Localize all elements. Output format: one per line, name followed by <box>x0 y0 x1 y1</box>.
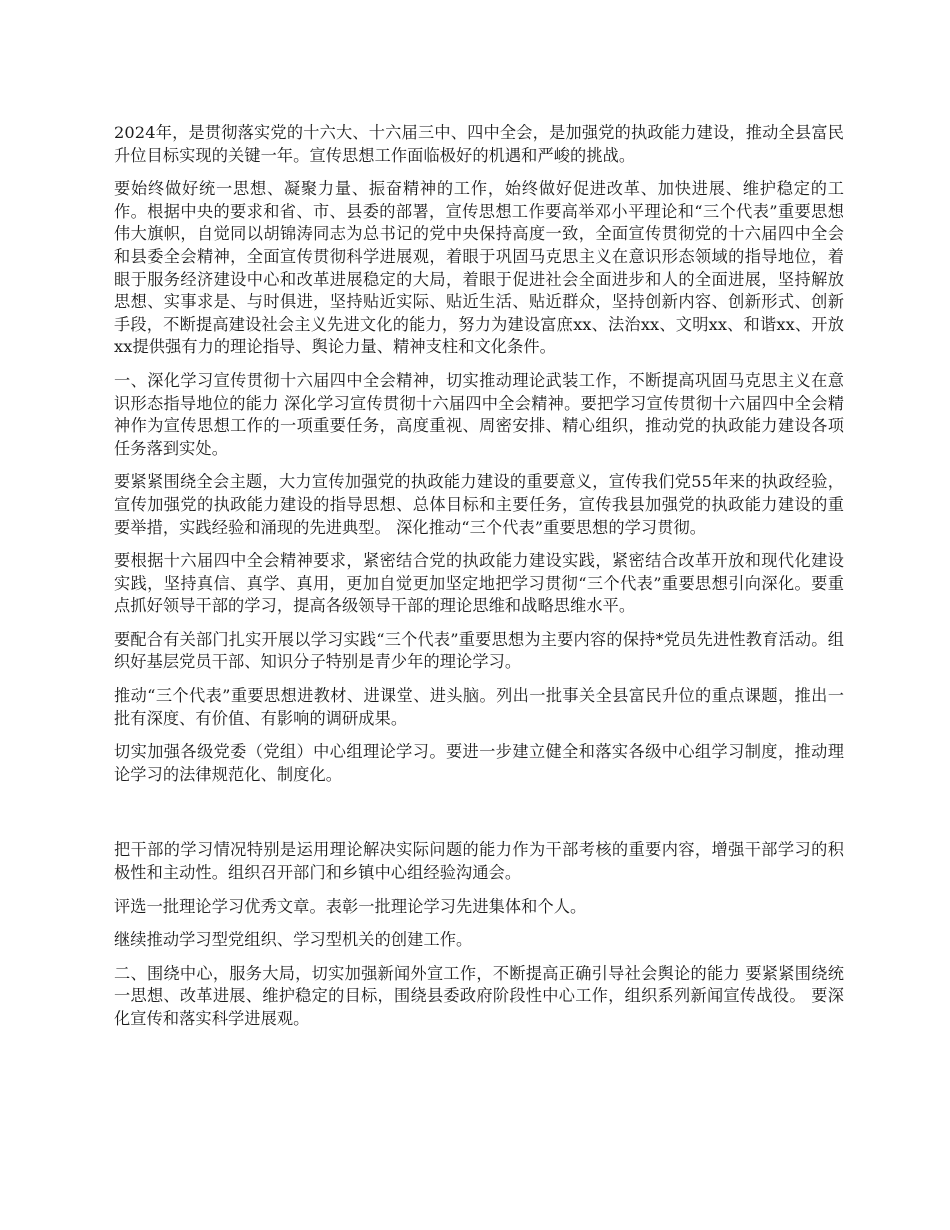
paragraph-learning-organizations: 继续推动学习型党组织、学习型机关的创建工作。 <box>114 930 473 950</box>
paragraph-research-topics: 推动“三个代表”重要思想进教材、进课堂、进头脑。列出一批事关全县富民升位的重点课题，推出一批有深度、有价值、有影响的调研成果。 <box>114 686 844 728</box>
page-gap <box>114 797 844 839</box>
paragraph-central-group-study: 切实加强各级党委（党组）中心组理论学习。要进一步建立健全和落实各级中心组学习制度，推动理论学习的法律规范化、制度化。 <box>114 742 844 784</box>
paragraph-three-represents-study: 要根据十六届四中全会精神要求，紧密结合党的执政能力建设实践，紧密结合改革开放和现代化建设实践，坚持真信、真学、真用，更加自觉更加坚定地把学习贯彻“三个代表”重要思想引向深化。要重点抓好领导干部的学习，提高各级领导干部的理论思维和战略思维水平。 <box>114 551 844 616</box>
paragraph-plenum-theme: 要紧紧围绕全会主题，大力宣传加强党的执政能力建设的重要意义，宣传我们党55年来的执政经验，宣传加强党的执政能力建设的指导思想、总体目标和主要任务，宣传我县加强党的执政能力建设的重要举措，实践经验和涌现的先进典型。 深化推动“三个代表”重要思想的学习贯彻。 <box>114 472 844 537</box>
paragraph-education-activity: 要配合有关部门扎实开展以学习实践“三个代表”重要思想为主要内容的保持*党员先进性教育活动。组织好基层党员干部、知识分子特别是青少年的理论学习。 <box>114 629 844 672</box>
document-page <box>114 122 844 1042</box>
paragraph-guiding-principles: 要始终做好统一思想、凝聚力量、振奋精神的工作，始终做好促进改革、加快进展、维护稳定的工作。根据中央的要求和省、市、县委的部署，宣传思想工作要高举邓小平理论和“三个代表”重要思想伟大旗帜，自觉同以胡锦涛同志为总书记的党中央保持高度一致，全面宣传贯彻党的十六届四中全会和县委全会精神，全面宣传贯彻科学进展观，着眼于巩固马克思主义在意识形态领域的指导地位，着眼于服务经济建设中心和改革进展稳定的大局，着眼于促进社会全面进步和人的全面进展，坚持解放思想、实事求是、与时俱进，坚持贴近实际、贴近生活、贴近群众，坚持创新内容、创新形式、创新手段，不断提高建设社会主义先进文化的能力，努力为建设富庶xx、法治xx、文明xx、和谐xx、开放xx提供强有力的理论指导、舆论力量、精神支柱和文化条件。 <box>114 179 844 357</box>
paragraph-section-two-heading: 二、围绕中心，服务大局，切实加强新闻外宣工作，不断提高正确引导社会舆论的能力 要紧紧围绕统一思想、改革进展、维护稳定的目标，围绕县委政府阶段性中心工作，组织系列新闻宣传战役。 要深化宣传和落实科学进展观。 <box>114 963 844 1028</box>
paragraph-intro: 2024年，是贯彻落实党的十六大、十六届三中、四中全会，是加强党的执政能力建设，推动全县富民升位目标实现的关键一年。宣传思想工作面临极好的机遇和严峻的挑战。 <box>114 123 844 165</box>
paragraph-cadre-assessment: 把干部的学习情况特别是运用理论解决实际问题的能力作为干部考核的重要内容，增强干部学习的积极性和主动性。组织召开部门和乡镇中心组经验沟通会。 <box>114 840 844 883</box>
paragraph-excellent-articles: 评选一批理论学习优秀文章。表彰一批理论学习先进集体和个人。 <box>114 896 587 916</box>
paragraph-section-one-heading: 一、深化学习宣传贯彻十六届四中全会精神，切实推动理论武装工作，不断提高巩固马克思主义在意识形态指导地位的能力 深化学习宣传贯彻十六届四中全会精神。要把学习宣传贯彻十六届四中全会精神作为宣传思想工作的一项重要任务，高度重视、周密安排、精心组织，推动党的执政能力建设各项任务落到实处。 <box>114 370 844 458</box>
